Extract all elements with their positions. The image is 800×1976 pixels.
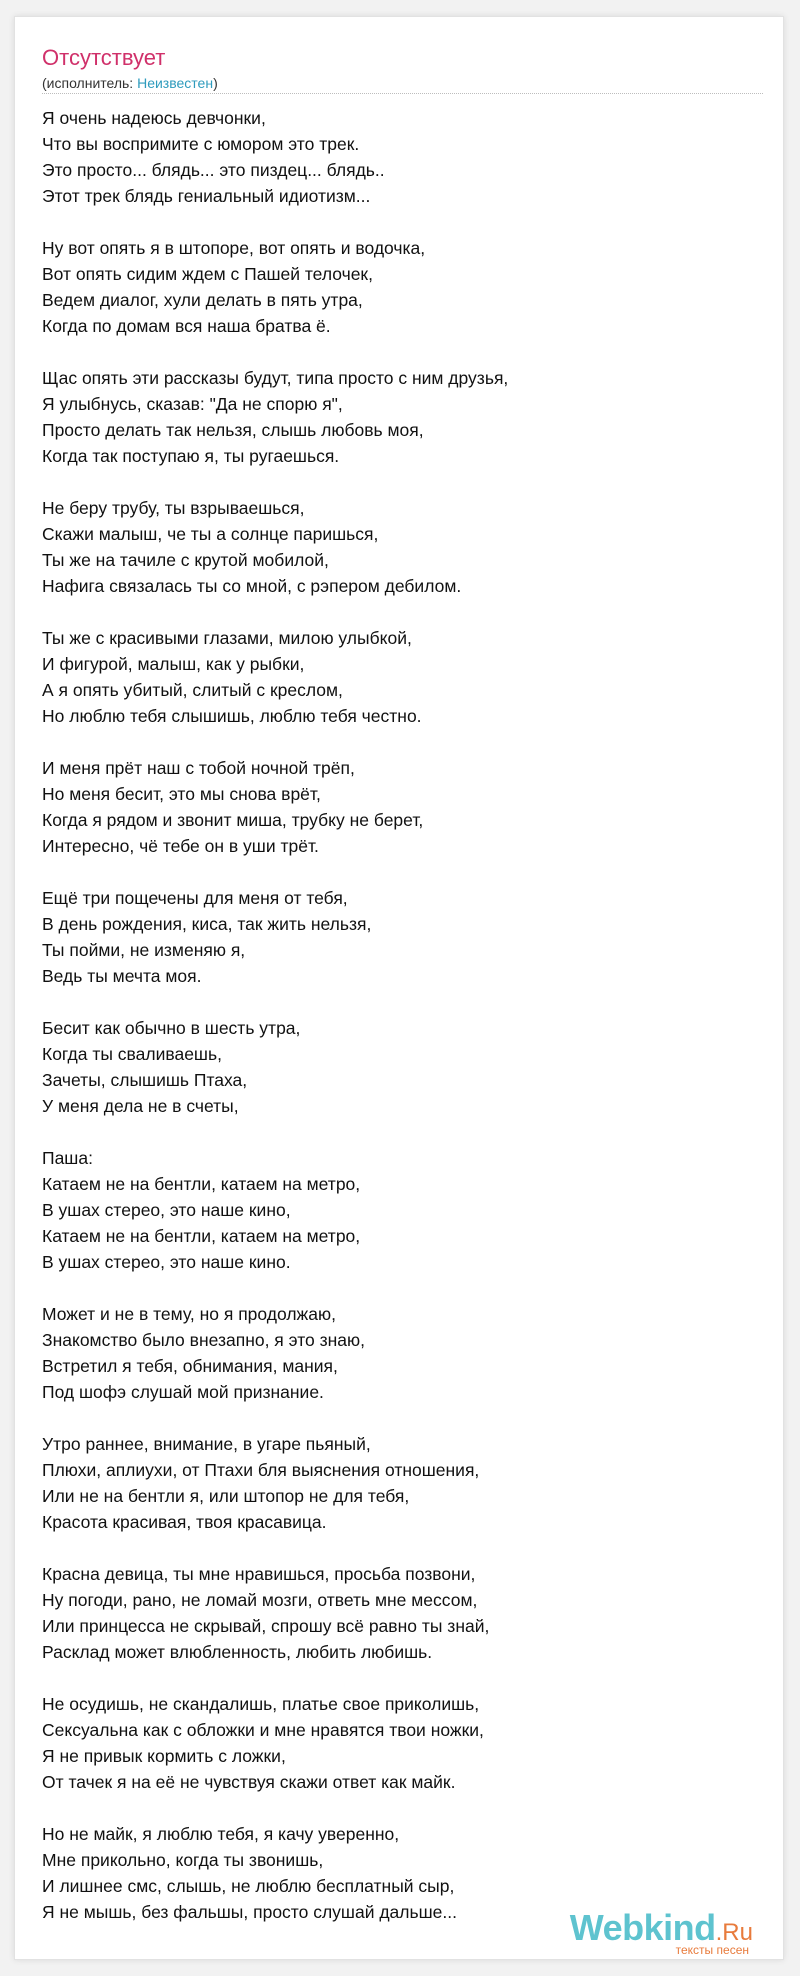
- lyric-line: В день рождения, киса, так жить нельзя,: [42, 914, 372, 934]
- lyric-line: Может и не в тему, но я продолжаю,: [42, 1304, 336, 1324]
- lyric-line: И фигурой, малыш, как у рыбки,: [42, 654, 305, 674]
- lyric-line: Когда по домам вся наша братва ё.: [42, 316, 331, 336]
- lyric-line: Катаем не на бентли, катаем на метро,: [42, 1174, 361, 1194]
- lyric-line: Или принцесса не скрывай, спрошу всё равно ты знай,: [42, 1616, 490, 1636]
- lyrics-stanza: [42, 1691, 762, 1795]
- lyric-line: Когда так поступаю я, ты ругаешься.: [42, 446, 340, 466]
- lyric-line: Просто делать так нельзя, слышь любовь моя,: [42, 420, 424, 440]
- byline-prefix: (исполнитель:: [42, 75, 138, 91]
- lyrics-body: [42, 105, 762, 1951]
- lyric-line: И меня прёт наш с тобой ночной трёп,: [42, 758, 355, 778]
- song-title: Отсутствует: [42, 45, 166, 70]
- lyrics-card: [14, 16, 784, 1960]
- lyric-line: Интересно, чё тебе он в уши трёт.: [42, 836, 319, 856]
- artist-link[interactable]: Неизвестен: [137, 75, 214, 91]
- byline-suffix: ): [213, 75, 218, 91]
- lyrics-stanza: [42, 365, 762, 469]
- lyric-line: Не осудишь, не скандалишь, платье свое приколишь,: [42, 1694, 480, 1714]
- lyrics-stanza: [42, 885, 762, 989]
- lyric-line: Зачеты, слышишь Птаха,: [42, 1070, 248, 1090]
- lyrics-stanza: [42, 625, 762, 729]
- lyrics-stanza: [42, 105, 762, 209]
- lyric-line: Мне прикольно, когда ты звонишь,: [42, 1850, 324, 1870]
- lyric-line: Ну вот опять я в штопоре, вот опять и водочка,: [42, 238, 426, 258]
- lyrics-stanza: [42, 1145, 762, 1275]
- lyric-line: Что вы воспримите с юмором это трек.: [42, 134, 360, 154]
- lyrics-stanza: [42, 235, 762, 339]
- lyric-line: Знакомство было внезапно, я это знаю,: [42, 1330, 366, 1350]
- lyric-line: Но люблю тебя слышишь, люблю тебя честно.: [42, 706, 422, 726]
- lyrics-stanza: [42, 495, 762, 599]
- lyric-line: Я очень надеюсь девчонки,: [42, 108, 266, 128]
- lyric-line: Под шофэ слушай мой признание.: [42, 1382, 324, 1402]
- lyric-line: От тачек я на её не чувствуя скажи ответ как майк.: [42, 1772, 456, 1792]
- lyrics-stanza: [42, 1431, 762, 1535]
- lyric-line: Но не майк, я люблю тебя, я качу уверенно,: [42, 1824, 400, 1844]
- lyric-line: У меня дела не в счеты,: [42, 1096, 239, 1116]
- lyric-line: А я опять убитый, слитый с креслом,: [42, 680, 343, 700]
- artist-byline: [42, 75, 218, 91]
- lyric-line: Я улыбнусь, сказав: "Да не спорю я",: [42, 394, 343, 414]
- lyric-line: Красна девица, ты мне нравишься, просьба позвони,: [42, 1564, 476, 1584]
- lyric-line: Паша:: [42, 1148, 93, 1168]
- lyric-line: Скажи малыш, че ты а солнце паришься,: [42, 524, 379, 544]
- lyrics-stanza: [42, 1015, 762, 1119]
- lyric-line: Ведь ты мечта моя.: [42, 966, 202, 986]
- lyrics-stanza: [42, 1561, 762, 1665]
- lyric-line: Ну погоди, рано, не ломай мозги, ответь мне мессом,: [42, 1590, 478, 1610]
- lyrics-stanza: [42, 1301, 762, 1405]
- lyric-line: Я не мышь, без фальшы, просто слушай дальше...: [42, 1902, 457, 1922]
- logo-name: Webkind: [569, 1907, 716, 1948]
- site-logo[interactable]: [570, 1907, 753, 1957]
- logo-tagline: тексты песен: [675, 1943, 749, 1957]
- lyric-line: Это просто... блядь... это пиздец... блядь..: [42, 160, 385, 180]
- lyric-line: В ушах стерео, это наше кино.: [42, 1252, 291, 1272]
- lyric-line: Сексуальна как с обложки и мне нравятся твои ножки,: [42, 1720, 484, 1740]
- lyric-line: Бесит как обычно в шесть утра,: [42, 1018, 301, 1038]
- lyric-line: И лишнее смс, слышь, не люблю бесплатный сыр,: [42, 1876, 455, 1896]
- lyric-line: Ты же на тачиле с крутой мобилой,: [42, 550, 329, 570]
- lyric-line: Или не на бентли я, или штопор не для тебя,: [42, 1486, 410, 1506]
- lyric-line: Нафига связалась ты со мной, с рэпером дебилом.: [42, 576, 462, 596]
- lyric-line: Вот опять сидим ждем с Пашей телочек,: [42, 264, 373, 284]
- lyric-line: Ты пойми, не изменяю я,: [42, 940, 246, 960]
- logo-tld: .Ru: [715, 1919, 753, 1946]
- lyric-line: Красота красивая, твоя красавица.: [42, 1512, 327, 1532]
- divider: [42, 93, 763, 94]
- lyric-line: Когда ты сваливаешь,: [42, 1044, 222, 1064]
- lyric-line: Когда я рядом и звонит миша, трубку не берет,: [42, 810, 424, 830]
- lyric-line: Ведем диалог, хули делать в пять утра,: [42, 290, 363, 310]
- lyric-line: Этот трек блядь гениальный идиотизм...: [42, 186, 371, 206]
- lyric-line: Встретил я тебя, обнимания, мания,: [42, 1356, 338, 1376]
- lyric-line: Расклад может влюбленность, любить любишь.: [42, 1642, 433, 1662]
- lyric-line: Ещё три пощечены для меня от тебя,: [42, 888, 348, 908]
- lyric-line: Не беру трубу, ты взрываешься,: [42, 498, 305, 518]
- lyric-line: Плюхи, аплиухи, от Птахи бля выяснения отношения,: [42, 1460, 480, 1480]
- lyric-line: Я не привык кормить с ложки,: [42, 1746, 286, 1766]
- lyric-line: Ты же с красивыми глазами, милою улыбкой,: [42, 628, 412, 648]
- lyric-line: Утро раннее, внимание, в угаре пьяный,: [42, 1434, 371, 1454]
- lyric-line: Щас опять эти рассказы будут, типа просто с ним друзья,: [42, 368, 509, 388]
- lyric-line: Катаем не на бентли, катаем на метро,: [42, 1226, 361, 1246]
- lyric-line: В ушах стерео, это наше кино,: [42, 1200, 291, 1220]
- lyrics-stanza: [42, 755, 762, 859]
- lyric-line: Но меня бесит, это мы снова врёт,: [42, 784, 321, 804]
